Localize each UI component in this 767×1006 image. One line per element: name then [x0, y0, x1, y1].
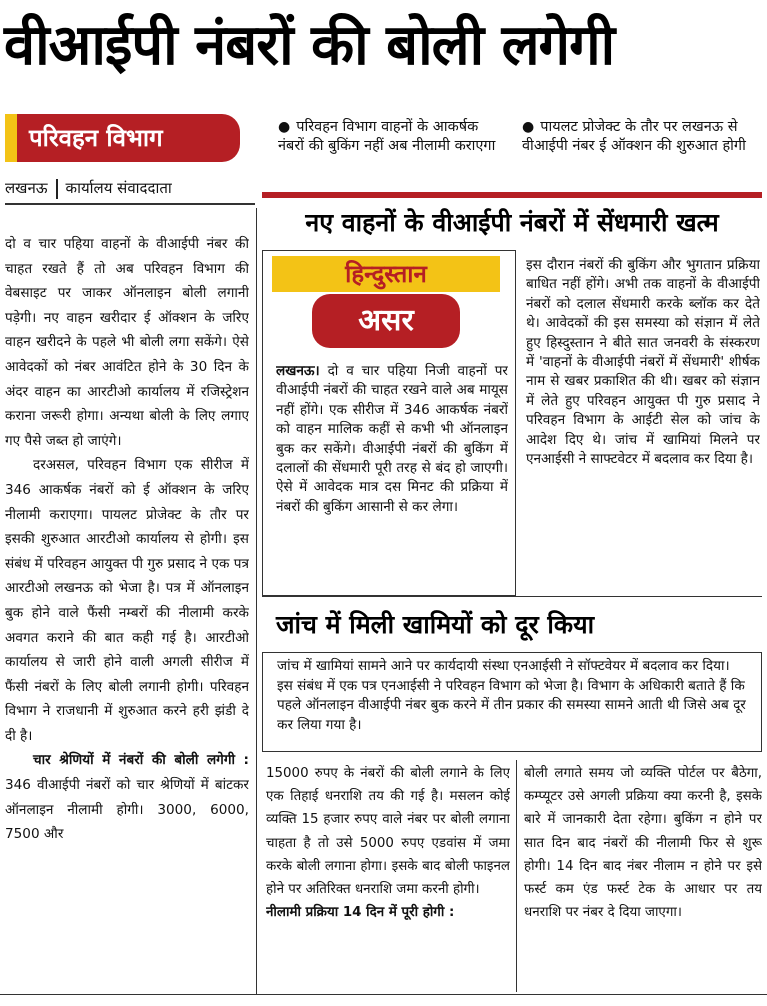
subhead-red-bar: [262, 192, 762, 198]
bottom-mid-text: 15000 रुपए के नंबरों की बोली लगाने के लिए एक तिहाई धनराशि तय की गई है। मसलन कोई व्यक्ति 15 हजार रुपए वाले नंबर पर बोली लगाना चाहता है तो उसे 5000 रुपए एडवांस में जमा करके बोली लगाना होगा। इसके बाद बोली फाइनल होने पर अतिरिक्त धनराशि जमा करनी होगी।: [266, 766, 510, 898]
bottom-rule: [0, 994, 767, 995]
dateline-divider: [56, 179, 58, 199]
column-separator: [256, 208, 257, 994]
subhead-2: जांच में मिली खामियों को दूर किया: [276, 610, 595, 639]
middle-city-lead: लखनऊ।: [276, 363, 320, 379]
brand-logo: [272, 256, 500, 352]
right-column: इस दौरान नंबरों की बुकिंग और भुगतान प्रक्रिया बाधित नहीं होंगे। अभी तक वाहनों के वीआईपी नंबरों को दलाल सेंधमारी करके ब्लॉक कर देते थे। आवेदकों की इस समस्या को संज्ञान में लेते हुए हिस्दुस्तान ने बीते सात जनवरी के संस्करण में 'वाहनों के वीआईपी नंबरों में सेंधमारी' शीर्षक नाम से खबर प्रकाशित की थी। खबर को संज्ञान में लेते हुए परिवहन आयुक्त पी गुरु प्रसाद ने परिवहन विभाग के आईटी सेल को जांच के आदेश दिए थे। जांच में खामियां मिलने पर एनआईसी ने साफ्टवेटर में बदलाव कर दिया है।: [526, 257, 760, 468]
brand-impact-badge: असर: [312, 294, 460, 348]
dateline-rule: [5, 203, 255, 205]
bottom-mid-lead: नीलामी प्रक्रिया 14 दिन में पूरी होगी :: [266, 905, 455, 921]
bottom-right-column: बोली लगाते समय जो व्यक्ति पोर्टल पर बैठेगा, कम्प्यूटर उसे अगली प्रक्रिया क्या करनी है, इसके बारे में जानकारी देता रहेगा। बुकिंग न होने पर सात दिन बाद नंबरों की नीलामी फिर से शुरू होगी। 14 दिन बाद नंबर नीलाम न होने पर इसे फर्स्ट कम एंड फर्स्ट टेक के आधार पर तय धनराशि पर नंबर दे दिया जाएगा।: [524, 766, 762, 921]
subhead: नए वाहनों के वीआईपी नंबरों में सेंधमारी खत्म: [305, 208, 719, 237]
left-para-1: दो व चार पहिया वाहनों के वीआईपी नंबर की चाहत रखते हैं तो अब परिवहन विभाग की वेबसाइट पर जाकर ऑनलाइन बोली लगानी पड़ेगी। नए वाहन खरीदार ई ऑक्शन के जरिए वाहन खरीदने के पहले भी बोली लगा सकेंगे। ऐसे आवेदकों को नंबर आवंटित होने के 30 दिन के अंदर वाहन का आरटीओ कार्यालय में रजिस्ट्रेशन कराना जरूरी होगा। अन्यथा बोली के लिए लगाए गए पैसे जब्त हो जाएंगे।: [5, 236, 249, 449]
middle-text: दो व चार पहिया निजी वाहनों पर वीआईपी नंबरों की चाहत रखने वाले अब मायूस नहीं होंगे। एक सीरीज में 346 आकर्षक नंबरों को वाहन मालिक कहीं से कभी भी ऑनलाइन बुक कर सकेंगे। वीआईपी नंबरों की बुकिंग में दलालों की सेंधमारी पूरी तरह से बंद हो जाएगी। ऐसे में आवेदक मात्र दस मिनट की प्रक्रिया में नंबरों की बुकिंग आसानी से कर लेगा।: [276, 363, 508, 515]
left-para-2: दरअसल, परिवहन विभाग एक सीरीज में 346 आकर्षक नंबरों को ई ऑक्शन के जरिए नीलामी कराएगा। पायलट प्रोजेक्ट के तौर पर इसकी शुरुआत आरटीओ कार्यालय से होगी। इस संबंध में परिवहन आयुक्त पी गुरु प्रसाद ने एक पत्र आरटीओ लखनऊ को भेजा है। पत्र में ऑनलाइन बुक होने वाले फैंसी नम्बरों की नीलामी करके अवगत कराने की बात कही गई है। आरटीओ कार्यालय से जारी होने वाली अगली सीरीज में फैंसी नंबरों के लिए बोली लगानी होगी। परिवहन विभाग ने राजधानी में शुरुआत करने हरी झंडी दे दी है।: [5, 457, 249, 744]
dateline-byline: कार्यालय संवाददाता: [65, 179, 172, 197]
lower-box: [262, 652, 762, 752]
middle-column: [276, 362, 508, 590]
dateline-city: लखनऊ: [5, 179, 48, 197]
left-para-3-text: 346 वीआईपी नंबरों को चार श्रेणियों में बांटकर ऑनलाइन नीलामी होगी। 3000, 6000, 7500 और: [5, 777, 249, 843]
bullet-dot-icon: ●: [522, 119, 535, 135]
headline: वीआईपी नंबरों की बोली लगेगी: [4, 13, 615, 78]
left-para-3: [5, 748, 249, 846]
bottom-middle-column: [266, 762, 510, 990]
dateline: [5, 176, 255, 200]
bullet-2: ● पायलट प्रोजेक्ट के तौर पर लखनऊ से वीआईपी नंबर ई ऑक्शन की शुरुआत होगी: [522, 119, 746, 154]
left-para-3-lead: चार श्रेणियों में नंबरों की बोली लगेगी :: [33, 752, 249, 769]
section-tag: परिवहन विभाग: [5, 114, 240, 162]
brand-name: हिन्दुस्तान: [272, 256, 500, 292]
left-column: [5, 232, 249, 992]
subhead2-top-rule: [262, 596, 762, 597]
bullet-dot-icon: ●: [278, 119, 291, 135]
bottom-column-separator: [516, 760, 517, 992]
lower-box-text: जांच में खामियां सामने आने पर कार्यदायी संस्था एनआईसी ने सॉफ्टवेयर में बदलाव कर दिया। इस संबंध में एक पत्र एनआईसी ने परिवहन विभाग को भेजा है। विभाग के अधिकारी बताते हैं कि पहले ऑनलाइन वीआईपी नंबर बुक करने में तीन प्रकार की समस्या सामने आती थी जिसे अब दूर कर लिया गया है।: [277, 658, 746, 733]
bullet-1: ● परिवहन विभाग वाहनों के आकर्षक नंबरों की बुकिंग नहीं अब नीलामी कराएगा: [278, 119, 496, 154]
